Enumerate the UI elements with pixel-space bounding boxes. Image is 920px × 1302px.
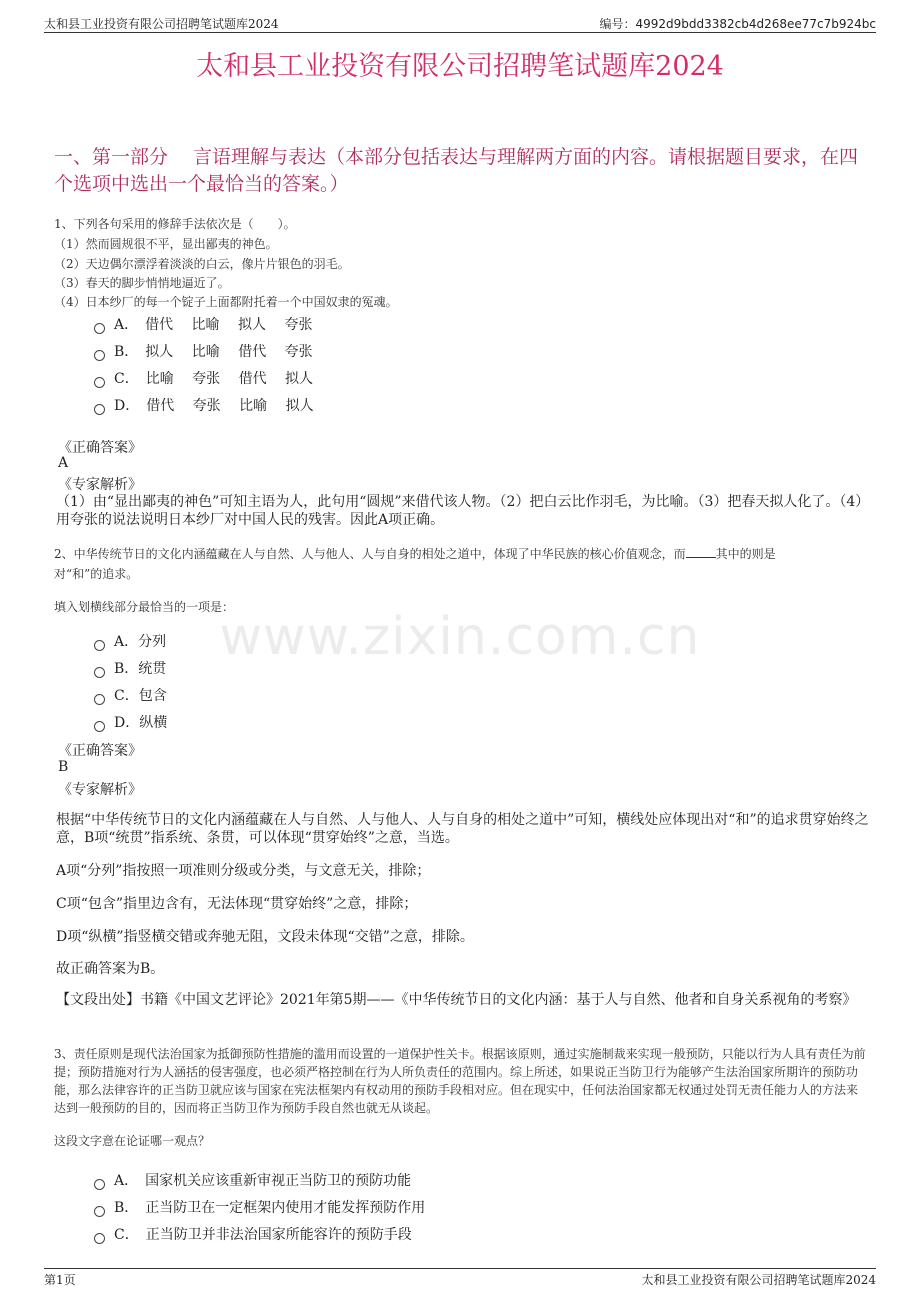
q2-answer: B: [58, 759, 69, 775]
q2-analysis-1: 根据“中华传统节日的文化内涵蕴藏在人与自然、人与他人、人与自身的相处之道中”可知，横线处应体现出对“和”的追求贯穿始终之意，B项“统贯”指系统、条贯，可以体现“贯穿始终”之意，当选。: [56, 812, 869, 846]
q2-option-a[interactable]: A．分列: [94, 631, 166, 651]
page-title: 太和县工业投资有限公司招聘笔试题库2024: [196, 51, 724, 82]
q1-line-4: （4）日本纱厂的每一个锭子上面都附托着一个中国奴隶的冤魂。: [54, 295, 398, 309]
fill-blank: [686, 547, 716, 558]
radio-icon[interactable]: [94, 377, 105, 388]
page-number: 第1页: [44, 1273, 76, 1287]
q2-option-d[interactable]: D．纵横: [94, 712, 167, 732]
radio-icon[interactable]: [94, 323, 105, 334]
radio-icon[interactable]: [94, 1233, 105, 1244]
q1-line-3: （3）春天的脚步悄悄地逼近了。: [54, 276, 230, 290]
q1-option-a[interactable]: A． 借代 比喻 拟人 夸张: [94, 314, 312, 334]
q3-option-a[interactable]: A． 国家机关应该重新审视正当防卫的预防功能: [94, 1170, 411, 1190]
q1-answer-label: 《正确答案》: [58, 440, 142, 456]
q2-analysis-3: C项“包含”指里边含有，无法体现“贯穿始终”之意，排除；: [56, 896, 418, 912]
radio-icon[interactable]: [94, 1179, 105, 1190]
q2-analysis-5: 故正确答案为B。: [56, 961, 165, 977]
radio-icon[interactable]: [94, 1206, 105, 1217]
radio-icon[interactable]: [94, 350, 105, 361]
q2-answer-label: 《正确答案》: [58, 743, 142, 759]
q2-option-b[interactable]: B．统贯: [94, 658, 166, 678]
q2-analysis-4: D项“纵横”指竖横交错或奔驰无阻，文段未体现“交错”之意，排除。: [56, 929, 474, 945]
q2-analysis-2: A项“分列”指按照一项准则分级或分类，与文意无关，排除；: [56, 863, 431, 879]
q2-stem-cont: 对“和”的追求。: [54, 567, 139, 581]
q1-option-d[interactable]: D． 借代 夸张 比喻 拟人: [94, 395, 314, 415]
radio-icon[interactable]: [94, 667, 105, 678]
q1-line-2: （2）天边偶尔漂浮着淡淡的白云，像片片银色的羽毛。: [54, 257, 350, 271]
radio-icon[interactable]: [94, 640, 105, 651]
q1-line-1: （1）然而圆规很不平，显出鄙夷的神色。: [54, 237, 278, 251]
watermark: www.zixin.com.cn: [219, 607, 701, 667]
q3-prompt: 这段文字意在论证哪一观点？: [54, 1134, 211, 1148]
section-heading: 一、第一部分 言语理解与表达（本部分包括表达与理解两方面的内容。请根据题目要求，在四个选项中选出一个最恰当的答案。）: [54, 146, 859, 195]
radio-icon[interactable]: [94, 404, 105, 415]
page-header: [44, 14, 876, 33]
q3-option-c[interactable]: C． 正当防卫并非法治国家所能容许的预防手段: [94, 1224, 412, 1244]
q2-stem: 2、中华传统节日的文化内涵蕴藏在人与自然、人与他人、人与自身的相处之道中，体现了中华民族的核心价值观念，而 其中的则是: [54, 547, 776, 561]
footer-title: 太和县工业投资有限公司招聘笔试题库2024: [641, 1273, 876, 1287]
q3-stem: 3、责任原则是现代法治国家为抵御预防性措施的滥用而设置的一道保护性关卡。根据该原则，通过实施制裁来实现一般预防，只能以行为人具有责任为前提；预防措施对行为人涵括的侵害强度，也必须严格控制在行为人所负责任的范围内。综上所述，如果说正当防卫行为能够产生法治国家所期许的预防功能，那么法律容许的正当防卫就应该与国家在宪法框架内有权动用的预防手段相对应。但在现实中，任何法治国家都无权通过处罚无责任能力人的方法来达到一般预防的目的，因而将正当防卫作为预防手段自然也就无从谈起。: [54, 1047, 866, 1115]
q2-option-c[interactable]: C．包含: [94, 685, 167, 705]
header-left: 太和县工业投资有限公司招聘笔试题库2024: [44, 17, 279, 31]
q2-analysis-label: 《专家解析》: [58, 782, 142, 798]
q1-stem: 1、下列各句采用的修辞手法依次是（ ）。: [54, 217, 296, 231]
q1-analysis: （1）由“显出鄙夷的神色”可知主语为人，此句用“圆规”来借代该人物。（2）把白云比作羽毛，为比喻。（3）把春天拟人化了。（4）用夸张的说法说明日本纱厂对中国人民的残害。因此A项正确。: [56, 494, 870, 528]
q1-answer: A: [58, 455, 69, 471]
q2-source: 【文段出处】书籍《中国文艺评论》2021年第5期——《中华传统节日的文化内涵：基于人与自然、他者和自身关系视角的考察》: [56, 992, 857, 1008]
page-footer: [44, 1268, 876, 1289]
q1-option-c[interactable]: C． 比喻 夸张 借代 拟人: [94, 368, 313, 388]
radio-icon[interactable]: [94, 694, 105, 705]
q1-option-b[interactable]: B． 拟人 比喻 借代 夸张: [94, 341, 313, 361]
radio-icon[interactable]: [94, 721, 105, 732]
q1-analysis-label: 《专家解析》: [58, 477, 142, 493]
header-serial: 编号：4992d9bdd3382cb4d268ee77c7b924bc: [599, 17, 876, 31]
q2-prompt: 填入划横线部分最恰当的一项是：: [54, 600, 235, 614]
q3-option-b[interactable]: B． 正当防卫在一定框架内使用才能发挥预防作用: [94, 1197, 425, 1217]
